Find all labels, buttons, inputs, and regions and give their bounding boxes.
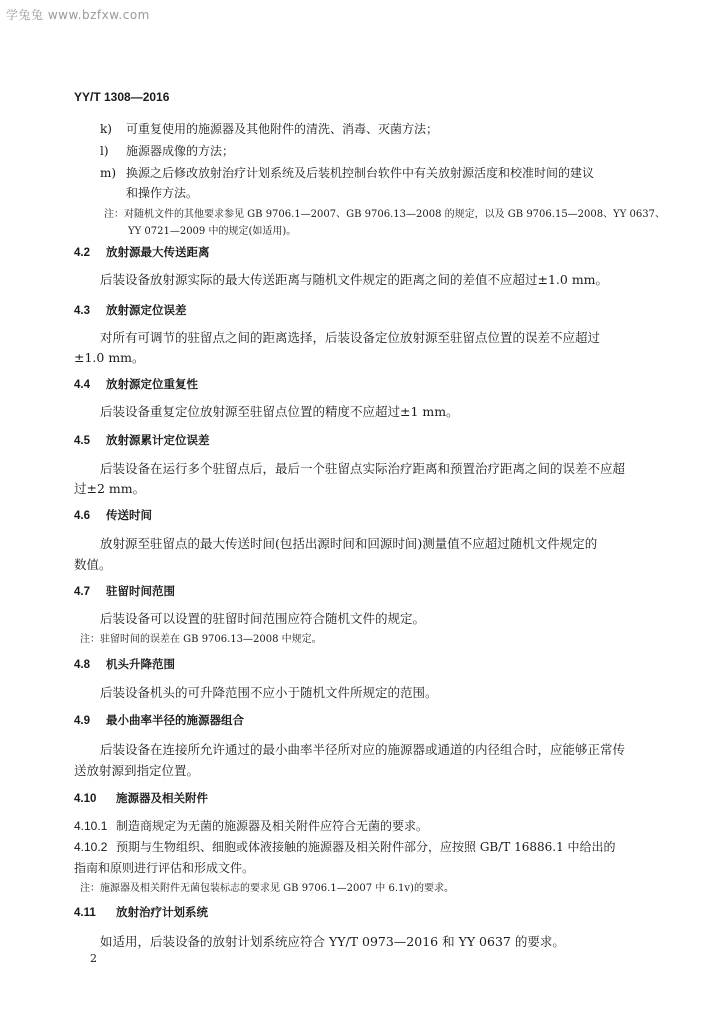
list-item-text: 可重复使用的施源器及其他附件的清洗、消毒、灭菌方法； <box>126 122 439 136</box>
section-heading-4-5 <box>74 432 210 448</box>
subsection-number: 4.10.2 <box>74 840 108 854</box>
section-number: 4.6 <box>74 510 90 522</box>
section-title: 驻留时间范围 <box>106 586 175 598</box>
paragraph-continuation: ±1.0 mm。 <box>74 350 145 365</box>
section-title: 最小曲率半径的施源器组合 <box>106 715 244 727</box>
paragraph: 后装设备在运行多个驻留点后，最后一个驻留点实际治疗距离和预置治疗距离之间的误差不应超 <box>100 461 626 476</box>
section-number: 4.10 <box>74 793 97 805</box>
section-number: 4.8 <box>74 659 90 671</box>
section-heading-4-9 <box>74 712 244 728</box>
page-number: 2 <box>90 952 97 965</box>
paragraph: 放射源至驻留点的最大传送时间(包括出源时间和回源时间)测量值不应超过随机文件规定的 <box>100 536 598 551</box>
subsection-continuation: 指南和原则进行评估和形成文件。 <box>74 861 255 875</box>
standard-header: YY/T 1308—2016 <box>74 90 170 104</box>
list-item-m <box>100 164 594 181</box>
list-item-label: m) <box>100 166 117 180</box>
note-line: YY 0721—2009 中的规定(如适用)。 <box>128 226 297 237</box>
note-line: 注：对随机文件的其他要求参见 GB 9706.1—2007、GB 9706.13—2008 的规定，以及 GB 9706.15—2008、YY 0637、 <box>104 209 665 220</box>
section-heading-4-2 <box>74 244 210 260</box>
paragraph-continuation: 送放射源到指定位置。 <box>74 763 200 778</box>
section-title: 传送时间 <box>106 510 152 522</box>
paragraph: 如适用，后装设备的放射计划系统应符合 YY/T 0973—2016 和 YY 0637 的要求。 <box>100 934 565 949</box>
paragraph: 对所有可调节的驻留点之间的距离选择，后装设备定位放射源至驻留点位置的误差不应超过 <box>100 330 601 345</box>
subsection-text: 制造商规定为无菌的施源器及相关附件应符合无菌的要求。 <box>116 819 429 833</box>
note-line: 注：施源器及相关附件无菌包装标志的要求见 GB 9706.1—2007 中 6.1v)的要求。 <box>80 883 454 894</box>
list-item-continuation: 和操作方法。 <box>126 186 199 200</box>
section-heading-4-8 <box>74 656 175 672</box>
note-line: 注：驻留时间的误差在 GB 9706.13—2008 中规定。 <box>80 634 322 645</box>
list-item-text: 施源器成像的方法； <box>126 144 235 158</box>
paragraph: 后装设备放射源实际的最大传送距离与随机文件规定的距离之间的差值不应超过±1.0 mm。 <box>100 272 609 287</box>
list-item-text: 换源之后修改放射治疗计划系统及后装机控制台软件中有关放射源活度和校准时间的建议 <box>126 166 595 180</box>
section-heading-4-10 <box>74 790 208 806</box>
section-title: 放射源定位误差 <box>106 305 187 317</box>
list-item-label: k) <box>100 122 112 136</box>
paragraph-continuation: 过±2 mm。 <box>74 481 146 496</box>
section-heading-4-7 <box>74 583 175 599</box>
section-number: 4.4 <box>74 379 90 391</box>
section-number: 4.7 <box>74 586 90 598</box>
subsection-text: 预期与生物组织、细胞或体液接触的施源器及相关附件部分，应按照 GB/T 16886.1 中给出的 <box>116 840 616 854</box>
list-item-label: l) <box>100 144 109 158</box>
section-title: 放射源定位重复性 <box>106 379 198 391</box>
section-title: 放射源最大传送距离 <box>106 247 210 259</box>
subsection-4-10-1 <box>74 817 428 834</box>
section-heading-4-11 <box>74 904 208 920</box>
section-heading-4-4 <box>74 376 198 392</box>
section-number: 4.2 <box>74 247 90 259</box>
subsection-4-10-2 <box>74 838 616 855</box>
section-title: 放射治疗计划系统 <box>116 907 208 919</box>
section-title: 施源器及相关附件 <box>116 793 208 805</box>
list-item-l <box>100 142 234 159</box>
section-number: 4.5 <box>74 435 90 447</box>
paragraph: 后装设备可以设置的驻留时间范围应符合随机文件的规定。 <box>100 611 426 626</box>
section-heading-4-6 <box>74 507 152 523</box>
section-number: 4.11 <box>74 907 96 919</box>
paragraph: 后装设备机头的可升降范围不应小于随机文件所规定的范围。 <box>100 685 438 700</box>
paragraph: 后装设备重复定位放射源至驻留点位置的精度不应超过±1 mm。 <box>100 404 459 419</box>
section-number: 4.9 <box>74 715 90 727</box>
section-title: 机头升降范围 <box>106 659 175 671</box>
section-heading-4-3 <box>74 302 187 318</box>
list-item-k <box>100 120 438 137</box>
section-title: 放射源累计定位误差 <box>106 435 210 447</box>
paragraph-continuation: 数值。 <box>74 557 112 572</box>
watermark: 学兔兔 www.bzfxw.com <box>6 8 150 22</box>
section-number: 4.3 <box>74 305 90 317</box>
paragraph: 后装设备在连接所允许通过的最小曲率半径所对应的施源器或通道的内径组合时，应能够正常传 <box>100 742 626 757</box>
subsection-number: 4.10.1 <box>74 819 108 833</box>
